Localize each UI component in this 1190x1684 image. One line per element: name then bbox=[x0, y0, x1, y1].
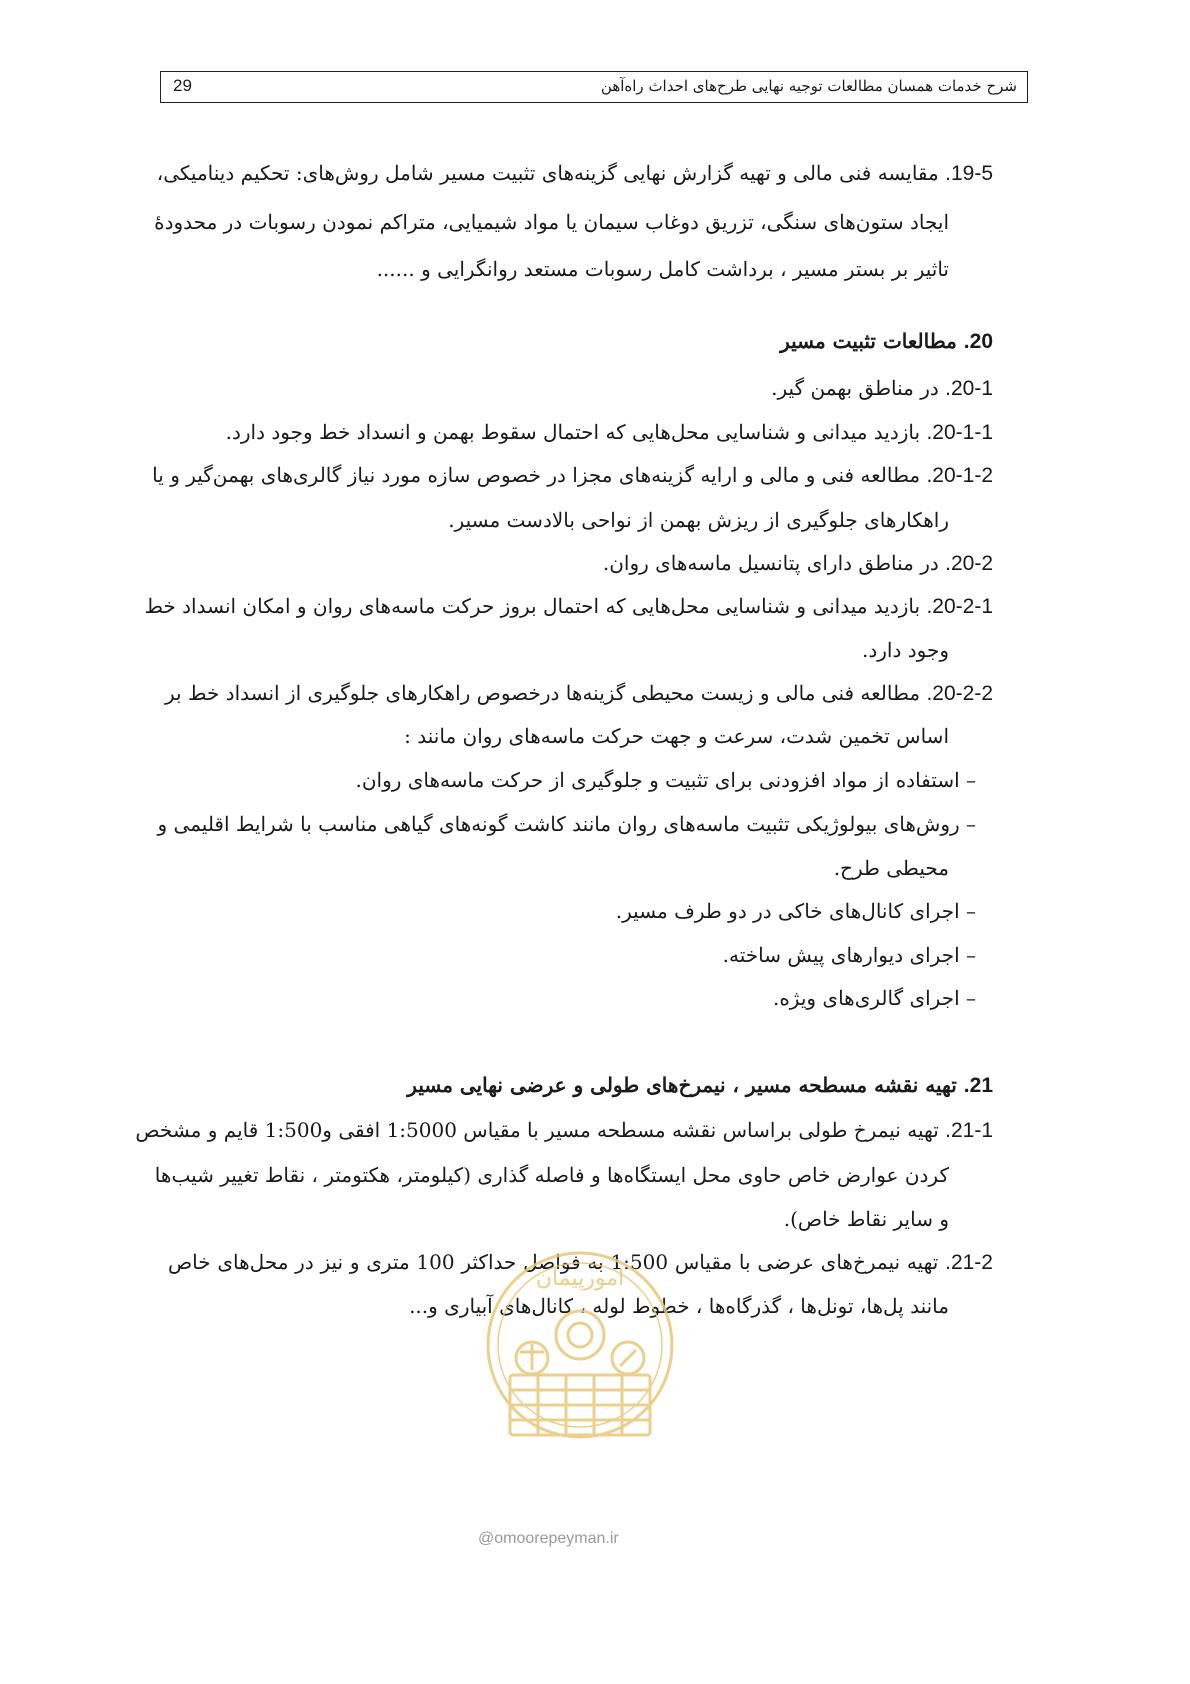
paragraph-line: اساس تخمین شدت، سرعت و جهت حرکت ماسه‌های روان مانند : bbox=[404, 724, 949, 748]
bullet-item: – اجرای گالری‌های ویژه. bbox=[772, 986, 976, 1010]
paragraph-line: کردن عوارض خاص حاوی محل ایستگاه‌ها و فاصله گذاری (کیلومتر، هکتومتر ، نقاط تغییر شیب‌ها bbox=[154, 1163, 949, 1187]
bullet-item: – روش‌های بیولوژیکی تثبیت ماسه‌های روان مانند کاشت گونه‌های گیاهی مناسب با شرایط اقلیمی و bbox=[157, 812, 976, 836]
paragraph-line: 20-1-1. بازدید میدانی و شناسایی محل‌هایی که احتمال سقوط بهمن و انسداد خط وجود دارد. bbox=[225, 420, 993, 444]
paragraph-line: 20-1. در مناطق بهمن گیر. bbox=[771, 376, 993, 400]
page-header bbox=[160, 71, 1028, 103]
bullet-item: – استفاده از مواد افزودنی برای تثبیت و جلوگیری از حرکت ماسه‌های روان. bbox=[355, 768, 976, 792]
paragraph-line: 20-2-1. بازدید میدانی و شناسایی محل‌هایی که احتمال بروز حرکت ماسه‌های روان و امکان انسداد خط bbox=[144, 594, 993, 618]
paragraph-line: 20-2-2. مطالعه فنی مالی و زیست محیطی گزینه‌ها درخصوص راهکارهای جلوگیری از انسداد خط بر bbox=[165, 681, 993, 705]
section-heading: 20. مطالعات تثبیت مسیر bbox=[780, 329, 993, 353]
section-heading: 21. تهیه نقشه مسطحه مسیر ، نیمرخ‌های طولی و عرضی نهایی مسیر bbox=[407, 1073, 993, 1097]
paragraph-line: تاثیر بر بستر مسیر ، برداشت کامل رسوبات مستعد روانگرایی و ...... bbox=[376, 257, 949, 281]
paragraph-line: 19-5. مقایسه فنی مالی و تهیه گزارش نهایی گزینه‌های تثبیت مسیر شامل روش‌های: تحکیم دینامیکی، bbox=[156, 161, 993, 185]
paragraph-line: و سایر نقاط خاص). bbox=[783, 1207, 949, 1231]
paragraph-line: 20-2. در مناطق دارای پتانسیل ماسه‌های روان. bbox=[602, 551, 993, 575]
watermark-handle: @omoorepeyman.ir bbox=[478, 1530, 619, 1547]
watermark-logo-text: امورپیمان bbox=[535, 1266, 625, 1291]
paragraph-line: 21-2. تهیه نیمرخ‌های عرضی با مقیاس 1:500 به فواصل حداکثر 100 متری و نیز در محل‌های خاص bbox=[168, 1250, 993, 1274]
paragraph-line: وجود دارد. bbox=[861, 638, 949, 662]
paragraph-line: 21-1. تهیه نیمرخ طولی براساس نقشه مسطحه مسیر با مقیاس 1:5000 افقی و1:500 قایم و مشخص bbox=[135, 1118, 993, 1142]
bullet-item: – اجرای دیوارهای پیش ساخته. bbox=[722, 943, 976, 967]
bullet-item-continuation: محیطی طرح. bbox=[833, 856, 949, 880]
page-number: 29 bbox=[173, 76, 192, 95]
header-title: شرح خدمات همسان مطالعات توجیه نهایی طرح‌های احداث راه‌آهن bbox=[600, 77, 1017, 95]
paragraph-line: راهکارهای جلوگیری از ریزش بهمن از نواحی بالادست مسیر. bbox=[448, 508, 949, 532]
paragraph-line: مانند پل‌ها، تونل‌ها ، گذرگاه‌ها ، خطوط لوله ، کانال‌های آبیاری و... bbox=[409, 1294, 949, 1318]
paragraph-line: 20-1-2. مطالعه فنی و مالی و ارایه گزینه‌های مجزا در خصوص سازه مورد نیاز گالری‌های بهمن‌گیر و یا bbox=[152, 463, 993, 487]
bullet-item: – اجرای کانال‌های خاکی در دو طرف مسیر. bbox=[615, 899, 976, 923]
paragraph-line: ایجاد ستون‌های سنگی، تزریق دوغاب سیمان یا مواد شیمیایی، متراکم نمودن رسوبات در محدودهٔ bbox=[154, 210, 949, 234]
watermark-logo bbox=[480, 1240, 680, 1510]
